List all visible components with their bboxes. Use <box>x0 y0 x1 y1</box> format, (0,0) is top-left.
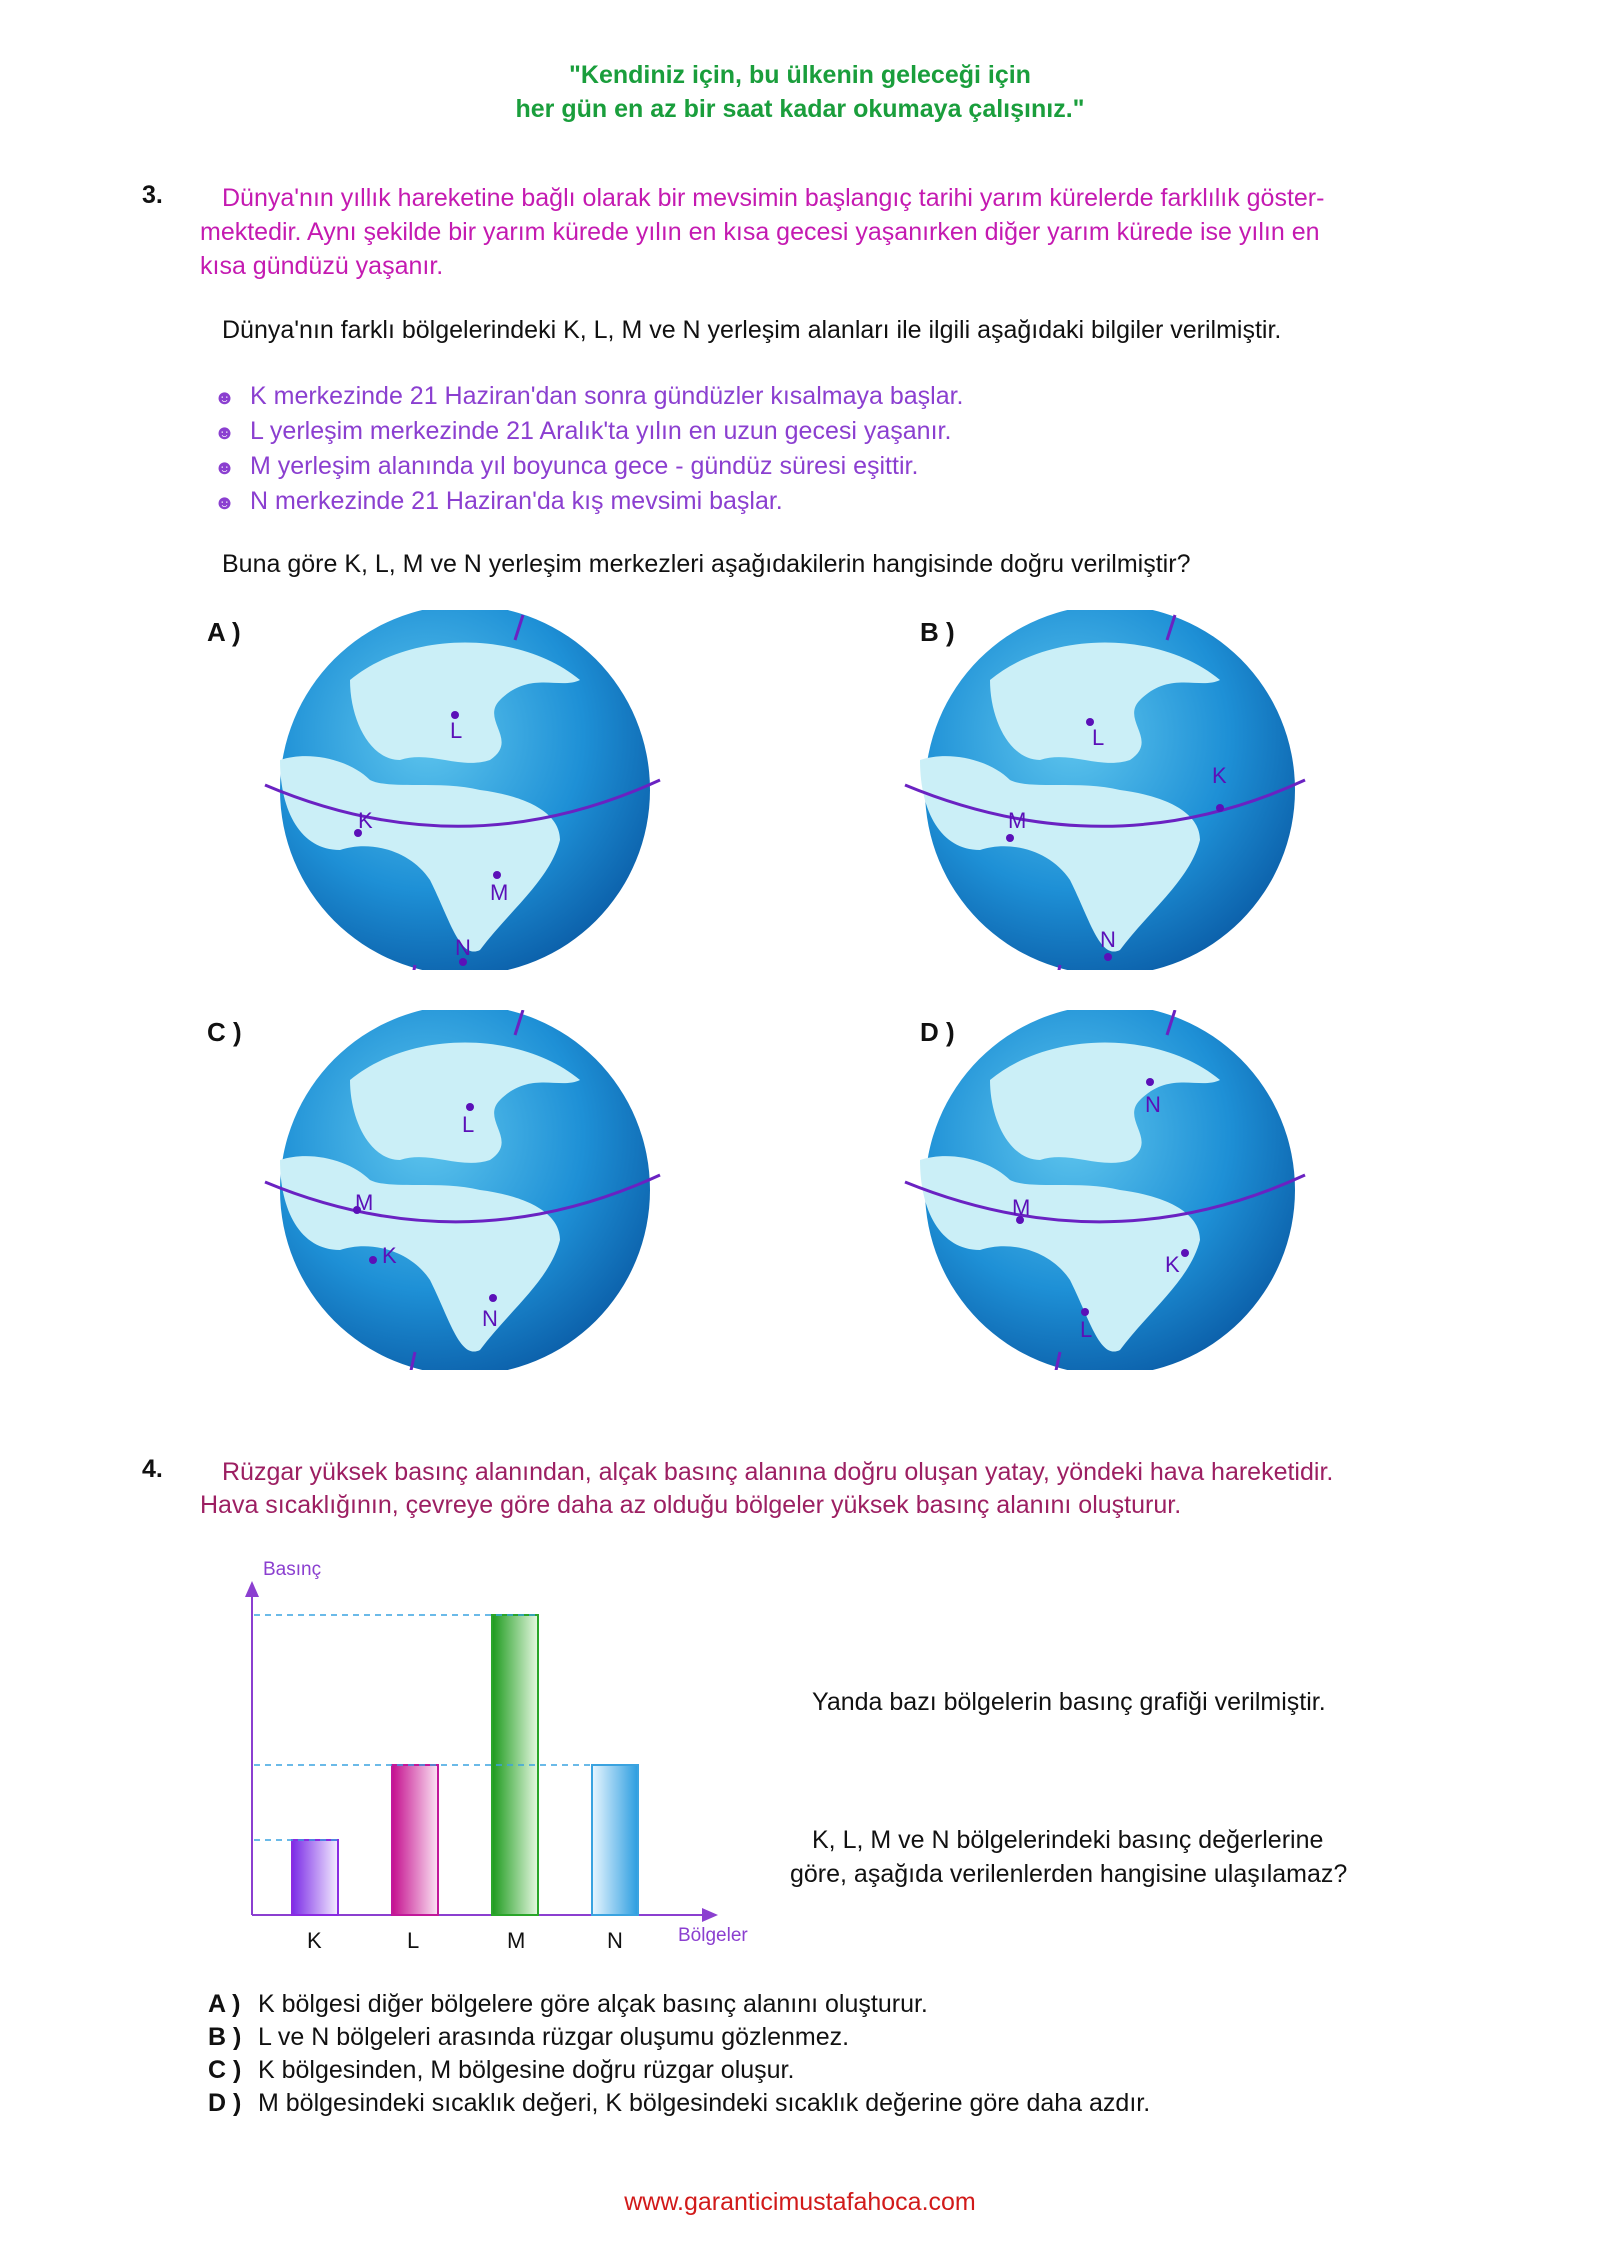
quote-line-1: "Kendiniz için, bu ülkenin geleceği için <box>569 61 1031 89</box>
point-m-label: M <box>490 880 509 905</box>
answer-d[interactable]: D ) M bölgesindeki sıcaklık değeri, K bölgesindeki sıcaklık değerine göre daha azdır. <box>208 2089 1151 2117</box>
point-m-label: M <box>1008 808 1027 833</box>
bar-n <box>592 1765 638 1915</box>
point-n-label: N <box>1100 927 1116 952</box>
q4-intro-line-1: Rüzgar yüksek basınç alanından, alçak basınç alanına doğru oluşan yatay, yöndeki hava hareketidir. <box>222 1458 1334 1486</box>
y-axis-arrow <box>245 1581 259 1597</box>
globe-option-b <box>900 610 1310 970</box>
point-n-label: N <box>1145 1092 1161 1117</box>
point-k-label: K <box>358 808 373 833</box>
point-m-label: M <box>355 1190 374 1215</box>
q3-stem: Dünya'nın farklı bölgelerindeki K, L, M ve N yerleşim alanları ile ilgili aşağıdaki bilgiler verilmiştir. <box>222 316 1282 344</box>
category-label-m: M <box>507 1928 526 1953</box>
point-m-dot <box>493 871 501 879</box>
globe-option-a <box>260 610 670 970</box>
point-l-label: L <box>462 1112 475 1137</box>
option-c-label[interactable]: C ) <box>207 1017 242 1047</box>
point-k-dot <box>1181 1249 1189 1257</box>
q4-side-text-2-line-1: K, L, M ve N bölgelerindeki basınç değerlerine <box>812 1826 1324 1854</box>
q4-answer-list <box>208 1988 1150 2120</box>
globe-option-c <box>260 1010 670 1370</box>
point-k-label: K <box>382 1243 397 1268</box>
x-axis-label: Bölgeler <box>678 1925 748 1946</box>
question-3-number: 3. <box>142 181 163 209</box>
smiley-icon: ☻ <box>214 387 236 409</box>
point-l-label: L <box>1080 1317 1093 1342</box>
q3-bullet-item: ☻ K merkezinde 21 Haziran'dan sonra gündüzler kısalmaya başlar. <box>214 380 964 415</box>
q4-side-text-1: Yanda bazı bölgelerin basınç grafiği verilmiştir. <box>812 1688 1326 1716</box>
q4-intro-line-2: Hava sıcaklığının, çevreye göre daha az olduğu bölgeler yüksek basınç alanını oluşturur. <box>200 1491 1182 1519</box>
q3-bullet-item: ☻ L yerleşim merkezinde 21 Aralık'ta yılın en uzun gecesi yaşanır. <box>214 415 964 450</box>
category-label-k: K <box>307 1928 322 1953</box>
bar-k <box>292 1840 338 1915</box>
point-k-label: K <box>1165 1252 1180 1277</box>
q3-intro-line-1: Dünya'nın yıllık hareketine bağlı olarak bir mevsimin başlangıç tarihi yarım kürelerde farklılık göster- <box>222 184 1325 212</box>
bar-l <box>392 1765 438 1915</box>
smiley-icon: ☻ <box>214 492 236 514</box>
q3-intro-line-2: mektedir. Aynı şekilde bir yarım kürede yılın en kısa gecesi yaşanırken diğer yarım kürede ise yılın en <box>200 218 1320 246</box>
pressure-chart <box>230 1545 790 1965</box>
point-n-label: N <box>455 935 471 960</box>
smiley-icon: ☻ <box>214 457 236 479</box>
guide-lines <box>254 1615 638 1840</box>
point-k-label: K <box>1212 763 1227 788</box>
point-l-dot <box>466 1103 474 1111</box>
answer-b[interactable]: B ) L ve N bölgeleri arasında rüzgar oluşumu gözlenmez. <box>208 2023 850 2051</box>
option-a-label[interactable]: A ) <box>207 617 241 647</box>
answer-c[interactable]: C ) K bölgesinden, M bölgesine doğru rüzgar oluşur. <box>208 2056 795 2084</box>
q4-side-text-2-line-2: göre, aşağıda verilenlerden hangisine ulaşılamaz? <box>790 1860 1348 1888</box>
point-k-dot <box>1216 804 1224 812</box>
category-label-n: N <box>607 1928 623 1953</box>
point-n-dot <box>1146 1078 1154 1086</box>
point-m-dot <box>1006 834 1014 842</box>
footer-url[interactable]: www.garanticimustafahoca.com <box>624 2188 976 2216</box>
quote-line-2: her gün en az bir saat kadar okumaya çalışınız." <box>515 95 1085 123</box>
answer-a[interactable]: A ) K bölgesi diğer bölgelere göre alçak basınç alanını oluşturur. <box>208 1990 928 2018</box>
point-l-dot <box>1081 1308 1089 1316</box>
x-axis-arrow <box>702 1908 718 1922</box>
y-axis-label: Basınç <box>263 1559 322 1580</box>
q3-question: Buna göre K, L, M ve N yerleşim merkezleri aşağıdakilerin hangisinde doğru verilmiştir? <box>222 550 1191 578</box>
category-label-l: L <box>407 1928 420 1953</box>
option-d-label[interactable]: D ) <box>920 1017 955 1047</box>
globe-option-d <box>900 1010 1310 1370</box>
q3-intro-line-3: kısa gündüzü yaşanır. <box>200 252 444 280</box>
point-k-dot <box>369 1256 377 1264</box>
question-4-number: 4. <box>142 1455 163 1483</box>
category-labels <box>307 1928 623 1953</box>
point-n-dot <box>1104 953 1112 961</box>
smiley-icon: ☻ <box>214 422 236 444</box>
q3-bullet-item: ☻ M yerleşim alanında yıl boyunca gece - gündüz süresi eşittir. <box>214 450 964 485</box>
q3-bullet-list <box>214 380 964 520</box>
point-n-label: N <box>482 1306 498 1331</box>
point-n-dot <box>489 1294 497 1302</box>
point-l-label: L <box>1092 725 1105 750</box>
point-l-label: L <box>450 718 463 743</box>
q3-bullet-item: ☻ N merkezinde 21 Haziran'da kış mevsimi başlar. <box>214 485 964 520</box>
point-m-label: M <box>1012 1195 1031 1220</box>
option-b-label[interactable]: B ) <box>920 617 955 647</box>
